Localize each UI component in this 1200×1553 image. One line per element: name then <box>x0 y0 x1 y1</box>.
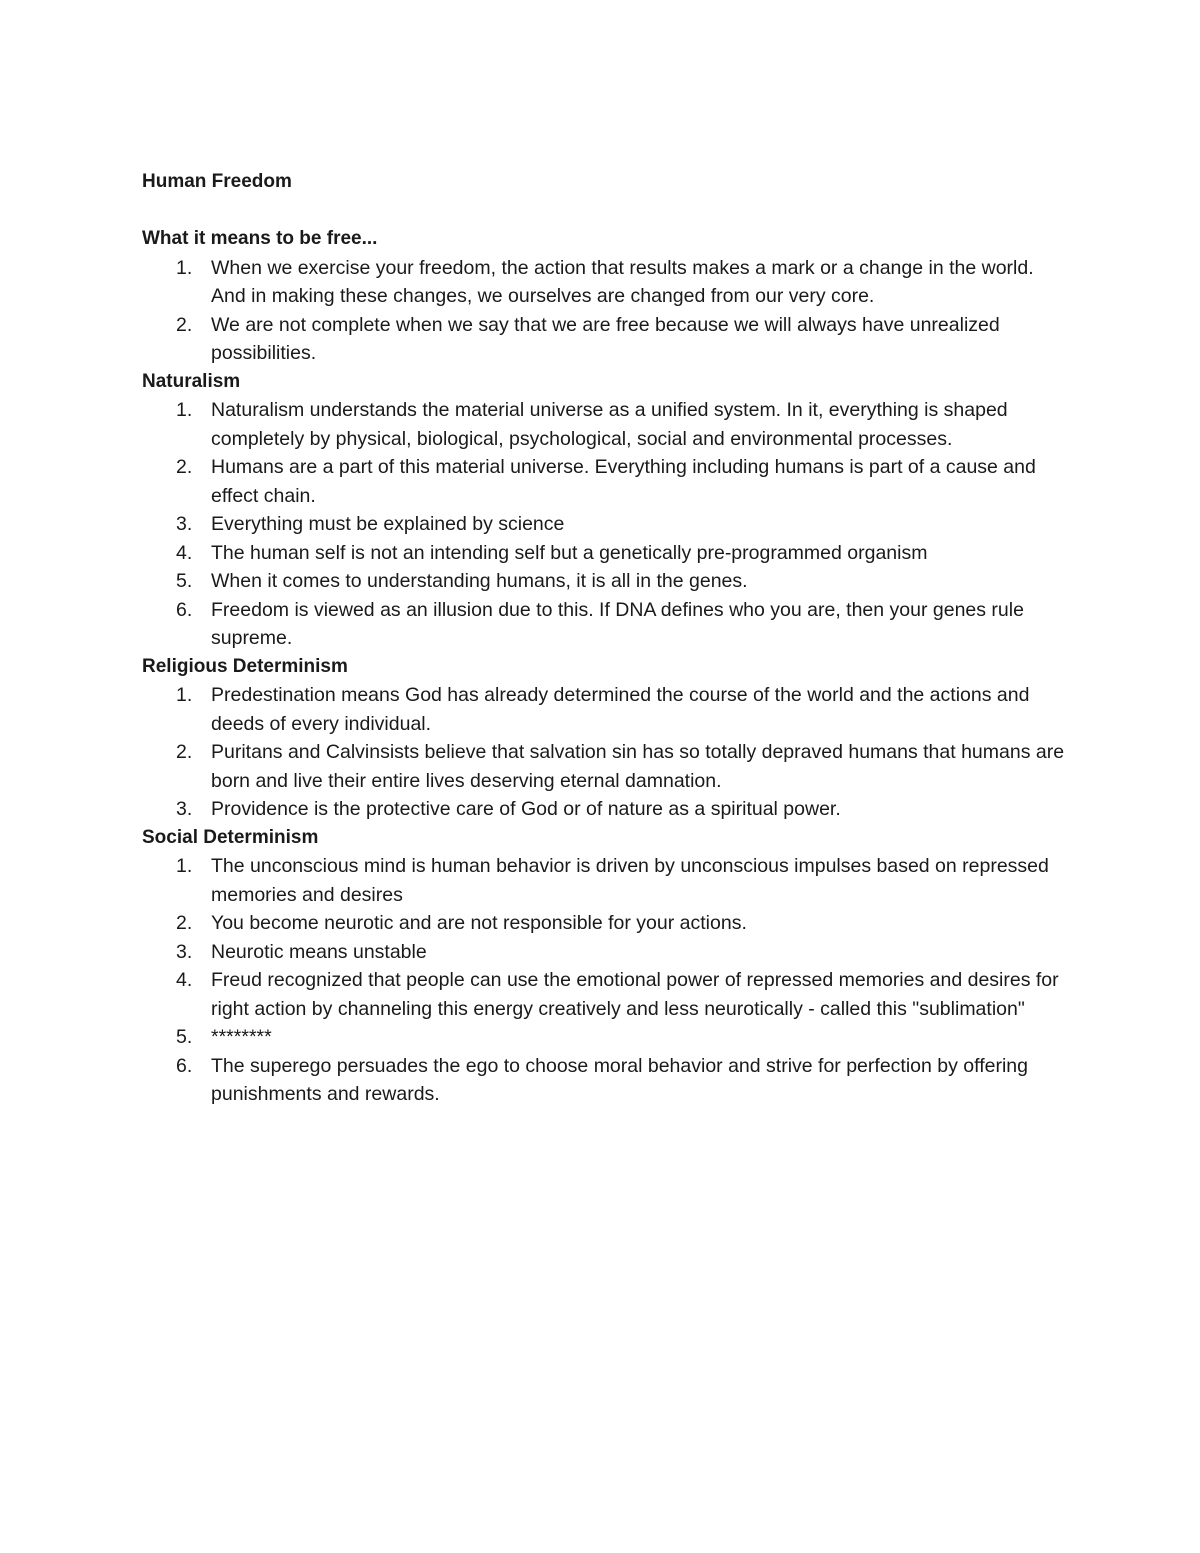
list-item <box>142 909 1072 938</box>
list-item-text: Everything must be explained by science <box>211 513 565 535</box>
list-item <box>142 681 1072 738</box>
numbered-list <box>142 852 1072 1109</box>
section <box>142 368 1072 653</box>
list-item-number: 4. <box>176 969 193 991</box>
list-item-text: The human self is not an intending self but a genetically pre-programmed organism <box>211 541 928 564</box>
list-item <box>142 596 1072 653</box>
list-item <box>142 1023 1072 1052</box>
list-item <box>142 852 1072 909</box>
list-item-text: We are not complete when we say that we are free because we will always have unrealized possibilities. <box>211 313 1000 364</box>
section <box>142 653 1072 824</box>
list-item-number: 3. <box>176 940 193 963</box>
list-item-text: When we exercise your freedom, the action that results makes a mark or a change in the world. And in making these changes, we ourselves are changed from our very core. <box>211 256 1034 307</box>
list-item-number: 1. <box>176 855 193 877</box>
list-item <box>142 1052 1072 1109</box>
list-item <box>142 254 1072 311</box>
section-heading: Naturalism <box>142 370 241 392</box>
blank-line <box>142 197 1072 226</box>
list-item <box>142 453 1072 510</box>
list-item-text: Freedom is viewed as an illusion due to this. If DNA defines who you are, then your genes rule supreme. <box>211 598 1024 649</box>
list-item-text: Freud recognized that people can use the emotional power of repressed memories and desires for right action by channeling this energy creatively and less neurotically - called this "sublimation" <box>211 969 1059 1020</box>
list-item-text: Predestination means God has already determined the course of the world and the actions and deeds of every individual. <box>211 684 1030 735</box>
section <box>142 824 1072 1109</box>
list-item-text: When it comes to understanding humans, it is all in the genes. <box>211 570 748 592</box>
list-item <box>142 938 1072 967</box>
section-heading: Social Determinism <box>142 826 319 848</box>
list-item-number: 1. <box>176 684 193 706</box>
list-item <box>142 795 1072 824</box>
list-item-number: 6. <box>176 598 193 621</box>
section-heading: Religious Determinism <box>142 655 348 677</box>
list-item-text: The unconscious mind is human behavior is driven by unconscious impulses based on repressed memories and desires <box>211 855 1049 906</box>
list-item-number: 3. <box>176 513 193 535</box>
list-item-text: You become neurotic and are not responsible for your actions. <box>211 912 747 934</box>
list-item-text: Neurotic means unstable <box>211 940 427 963</box>
list-item-number: 2. <box>176 741 193 763</box>
list-item <box>142 966 1072 1023</box>
list-item-text: Naturalism understands the material universe as a unified system. In it, everything is shaped completely by physical, biological, psychological, social and environmental processes. <box>211 399 1008 450</box>
list-item-text: ******** <box>211 1026 272 1048</box>
document-title: Human Freedom <box>142 171 292 192</box>
list-item-text: Providence is the protective care of God or of nature as a spiritual power. <box>211 798 841 820</box>
list-item-number: 5. <box>176 1026 193 1048</box>
list-item-number: 2. <box>176 912 193 934</box>
numbered-list <box>142 254 1072 368</box>
list-item <box>142 311 1072 368</box>
list-item-number: 6. <box>176 1054 193 1077</box>
list-item-number: 4. <box>176 541 193 564</box>
numbered-list <box>142 396 1072 653</box>
list-item <box>142 539 1072 568</box>
list-item-number: 1. <box>176 399 193 421</box>
document-body <box>142 225 1072 1109</box>
list-item <box>142 510 1072 539</box>
list-item-text: Humans are a part of this material universe. Everything including humans is part of a cause and effect chain. <box>211 456 1036 507</box>
list-item-text: Puritans and Calvinsists believe that salvation sin has so totally depraved humans that humans are born and live their entire lives deserving eternal damnation. <box>211 741 1065 792</box>
list-item-number: 1. <box>176 256 193 279</box>
list-item-number: 3. <box>176 798 193 820</box>
numbered-list <box>142 681 1072 824</box>
section-heading: What it means to be free... <box>142 228 378 249</box>
section <box>142 225 1072 368</box>
document-page <box>142 168 1072 1109</box>
list-item <box>142 738 1072 795</box>
list-item-text: The superego persuades the ego to choose moral behavior and strive for perfection by offering punishments and rewards. <box>211 1054 1028 1105</box>
list-item-number: 2. <box>176 313 193 336</box>
list-item-number: 2. <box>176 456 193 478</box>
list-item <box>142 396 1072 453</box>
list-item <box>142 567 1072 596</box>
list-item-number: 5. <box>176 570 193 592</box>
